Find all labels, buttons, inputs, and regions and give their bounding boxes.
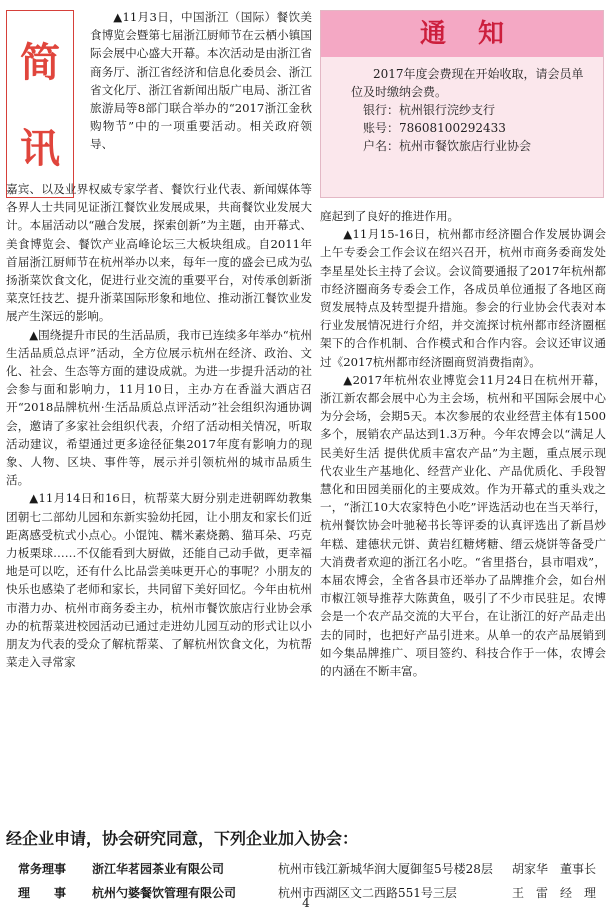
notice-account-name: 户名：杭州市餐饮旅店行业协会: [363, 139, 532, 153]
article-quality-review: ▲围绕提升市民的生活品质，我市已连续多年举办“杭州生活品质总点评”活动，全方位展示杭州在经济、政治、文化、社会、生态等方面的建设成就。为进一步提升活动的社会参与面和影响力，11月10日，主办方在香溢大酒店召开“2018品牌杭州·生活品质总点评活动”社会组织沟通协调会，邀请了多家社会组织代表，介绍了活动相关情况，听取活动建议，希望通过更多途径征集2017年度有影响力的现象、人物、区块、事件等，展示并引领杭州的城市品质生活。: [6, 327, 312, 488]
article-expo-start: ▲11月3日，中国浙江（国际）餐饮美食博览会暨第七届浙江厨师节在云栖小镇国际会展中心盛大开幕。本次活动是由浙江省商务厅、浙江省经济和信息化委员会、浙江省文化厅、浙江省新闻出版广电局、浙江省旅游局等8部门联合举办的“2017浙江金秋购物节”中的一项重要活动。相关政府领导、: [90, 10, 312, 152]
article-column-left: [6, 180, 312, 671]
member-row: [6, 856, 606, 880]
article-agri-expo: ▲2017年杭州农业博览会11月24日在杭州开幕，浙江新农都会展中心为主会场，杭州和平国际会展中心为分会场，会期5天。本次参展的农业经营主体有1500多个，展销农产品达到1.3万种。今年农博会以“满足人民美好生活 提供优质丰富农产品”为主题，重点展示现代农业生产基地化、经营产业化、产品优质化、手段智慧化和田园美丽化的主要成效。作为开幕式的重头戏之一，“浙江10大农家特色小吃”评选活动也在当天举行，杭州餐饮协会叶驰秘书长等评委的认真评选出了新昌炒年糕、建德状元饼、黄岩红糖烤糖、缙云烧饼等备受广大消费者欢迎的浙江名小吃。“省里搭台，县市唱戏”，本届农博会，全省各县市还举办了品牌推介会，如台州市椒江领导推荐大陈黄鱼，吸引了不少市民驻足。农博会是一个农产品交流的大平台，在让浙江的好产品走出去的同时，也把好产品引进来。从单一的农产品展销到如今集品牌推广、项目签约、科技合作于一体，农博会的内涵在不断丰富。: [320, 372, 606, 679]
notice-title: 通知: [321, 11, 603, 57]
member-company: 杭州勺婆餐饮管理有限公司: [92, 885, 237, 900]
member-address: 杭州市钱江新城华润大厦御玺5号楼28层: [278, 861, 493, 876]
member-role: 理 事: [18, 885, 67, 900]
article-expo-continued: 嘉宾、以及业界权威专家学者、餐饮行业代表、新闻媒体等各界人士共同见证浙江餐饮业发展成果，共商餐饮业发展大计。本届活动以“融合发展，探索创新”为主题，由开幕式、美食博览会、餐饮产业高峰论坛三大板块组成。自2011年首届浙江厨师节在杭州举办以来，每年一度的盛会已成为弘扬浙菜饮食文化，促进行业交流的重要平台，对传承创新浙菜烹饪技艺、提升浙菜国际形象和地位、推动浙江餐饮业发展产生深远的影响。: [6, 182, 312, 324]
member-company: 浙江华茗园茶业有限公司: [92, 861, 225, 876]
member-address: 杭州市西湖区文二西路551号三层: [278, 885, 457, 900]
article-metro-circle: ▲11月15-16日，杭州都市经济圈合作发展协调会上午专委会工作会议在绍兴召开，杭州市商务委商发处李星星处长主持了会议。会议简要通报了2017年杭州都市经济圈商务专委会工作，各成员单位通报了各地区商贸发展特点及转型提升措施。参会的行业协会代表对本行业发展情况进行介绍，并交流探讨杭州都市经济圈框架下的合作机制、合作模式和合作内容。会议还审议通过《2017杭州都市经济圈商贸消费指南》。: [320, 227, 606, 369]
notice-body: [351, 65, 591, 155]
jianxun-char-1: 简: [20, 40, 60, 86]
notice-bank: 银行：杭州银行浣纱支行: [363, 103, 496, 117]
member-person: 王 雷 经 理: [511, 885, 596, 900]
article-kindergarten-continued: 庭起到了良好的推进作用。: [320, 209, 460, 223]
article-column-right: [320, 207, 606, 680]
notice-box: [320, 10, 604, 198]
member-person: 胡家华 董事长: [511, 861, 596, 876]
notice-text: 2017年度会费现在开始收取，请会员单位及时缴纳会费。: [351, 67, 584, 99]
jianxun-box: [6, 10, 74, 198]
page-number: 4: [302, 896, 310, 910]
article-column-top: [90, 8, 312, 154]
members-heading: 经企业申请，协会研究同意，下列企业加入协会：: [6, 829, 359, 848]
jianxun-char-2: 讯: [20, 126, 60, 172]
member-role: 常务理事: [18, 861, 67, 876]
notice-account: 账号：78608100292433: [363, 121, 506, 135]
article-kindergarten: ▲11月14日和16日，杭帮菜大厨分别走进朝晖幼教集团朝七二部幼儿园和东新实验幼托园，让小朋友和家长们近距离感受杭式小点心。小馄饨、糯米素烧鹅、猫耳朵、巧克力板栗球……不仅能看到大厨做，还能自己动手做，更幸福地是可以吃，还有什么比品尝美味更开心的事呢？小朋友的快乐也感染了老师和家长，共同留下美好回忆。今年由杭州市潜力办、杭州市商务委主办，杭州市餐饮旅店行业协会承办的杭帮菜进校园活动已通过走进幼儿园互动的形式让以小朋友为代表的受众了解杭帮菜、了解杭州饮食文化，为杭帮菜走入寻常家: [6, 491, 312, 670]
